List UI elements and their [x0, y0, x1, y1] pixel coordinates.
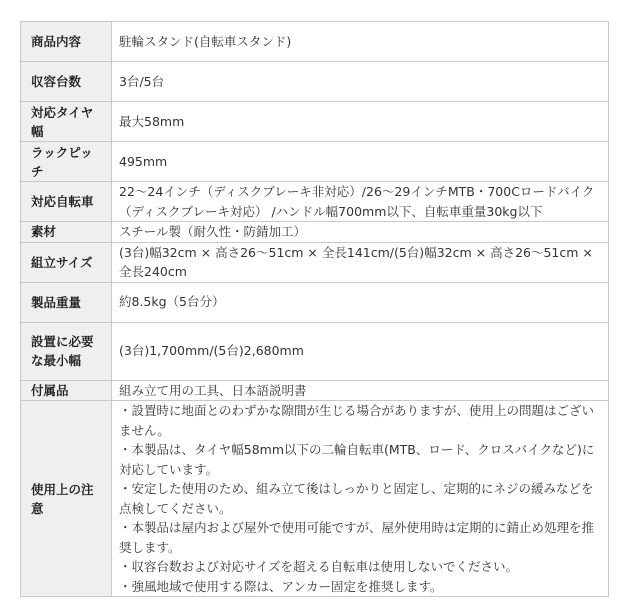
spec-value: (3台)幅32cm × 高さ26～51cm × 全長141cm/(5台)幅32cm × 高さ26～51cm × 全長240cm [112, 242, 609, 282]
note-line: ・本製品は屋内および屋外で使用可能ですが、屋外使用時は定期的に錆止め処理を推奨します。 [119, 520, 595, 555]
spec-value: 最大58mm [112, 102, 609, 142]
spec-value: 駐輪スタンド(自転車スタンド) [112, 22, 609, 62]
spec-label: 対応自転車 [21, 182, 112, 222]
spec-row-precautions [21, 401, 609, 597]
spec-row-tire-width [21, 102, 609, 142]
spec-label: 付属品 [21, 380, 112, 401]
spec-label: 商品内容 [21, 22, 112, 62]
spec-label: 対応タイヤ幅 [21, 102, 112, 142]
spec-row-assembled-size [21, 242, 609, 282]
spec-row-material [21, 222, 609, 243]
spec-value: 組み立て用の工具、日本語説明書 [112, 380, 609, 401]
note-line: ・収容台数および対応サイズを超える自転車は使用しないでください。 [119, 559, 519, 574]
spec-value: 22～24インチ（ディスクブレーキ非対応）/26～29インチMTB・700Cロードバイク（ディスクブレーキ対応） /ハンドル幅700mm以下、自転車重量30kg以下 [112, 182, 609, 222]
spec-label: 収容台数 [21, 62, 112, 102]
spec-table [20, 21, 609, 597]
spec-label: 設置に必要な最小幅 [21, 322, 112, 380]
note-line: ・強風地域で使用する際は、アンカー固定を推奨します。 [119, 578, 443, 594]
spec-row-bicycle [21, 182, 609, 222]
spec-value: 約8.5kg（5台分） [112, 282, 609, 322]
spec-label: 組立サイズ [21, 242, 112, 282]
spec-value: 3台/5台 [112, 62, 609, 102]
spec-row-min-width [21, 322, 609, 380]
spec-value: 495mm [112, 142, 609, 182]
spec-row-accessories [21, 380, 609, 401]
spec-label: ラックピッチ [21, 142, 112, 182]
spec-label: 製品重量 [21, 282, 112, 322]
spec-row-content [21, 22, 609, 62]
spec-value: (3台)1,700mm/(5台)2,680mm [112, 322, 609, 380]
spec-value: スチール製（耐久性・防錆加工） [112, 222, 609, 243]
spec-notes [112, 401, 609, 597]
spec-label: 素材 [21, 222, 112, 243]
note-line: ・本製品は、タイヤ幅58mm以下の二輪自転車(MTB、ロード、クロスバイクなど)に対応しています。 [119, 442, 595, 477]
spec-row-weight [21, 282, 609, 322]
note-line: ・設置時に地面とのわずかな隙間が生じる場合がありますが、使用上の問題はございません。 [119, 403, 595, 438]
note-line: ・安定した使用のため、組み立て後はしっかりと固定し、定期的にネジの緩みなどを点検してください。 [119, 481, 594, 516]
spec-label: 使用上の注意 [21, 401, 112, 597]
spec-row-capacity [21, 62, 609, 102]
spec-row-rack-pitch [21, 142, 609, 182]
